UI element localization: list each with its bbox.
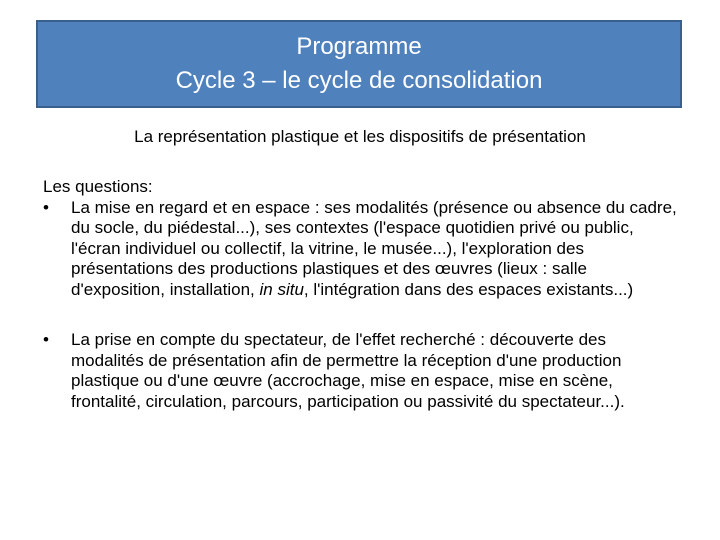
bullet-item-2: [43, 330, 683, 412]
bullet-text-end: , l'intégration dans des espaces existants...): [303, 279, 634, 299]
bullet-italic-situ: situ: [277, 279, 304, 299]
bullet-gap: [43, 300, 683, 330]
slide-content: [43, 177, 683, 412]
bullet-marker: •: [43, 330, 49, 349]
slide-title-line-2: Cycle 3 – le cycle de consolidation: [175, 67, 543, 94]
bullet-lead: La mise en regard et en espace: [71, 197, 311, 217]
bullet-marker: •: [43, 197, 49, 217]
bullet-italic-in: in: [259, 279, 273, 299]
questions-label: Les questions:: [43, 177, 153, 196]
slide-subtitle: La représentation plastique et les dispositifs de présentation: [134, 127, 586, 146]
slide-title-line-1: Programme: [296, 33, 422, 60]
slide-title-box: [36, 20, 682, 108]
bullet-text: : ses modalités (présence ou absence du cadre, du socle, du piédestal...), ses contextes (l'espace quotidien privé ou public, l'écran individuel ou collectif, la vitrine, le musée...), l'exploration des présentations des productions plastiques et des œuvres (lieux : salle d'exposition, installation,: [71, 197, 677, 299]
bullet-text: : découverte des modalités de présentation afin de permettre la réception d'une production plastique ou d'une œuvre (accrochage, mise en espace, mise en scène, frontalité, circulation, parcours, participation ou passivité du spectateur...).: [71, 330, 625, 411]
bullet-item-1: [43, 198, 683, 301]
bullet-lead: La prise en compte du spectateur, de l'effet recherché: [71, 330, 476, 349]
